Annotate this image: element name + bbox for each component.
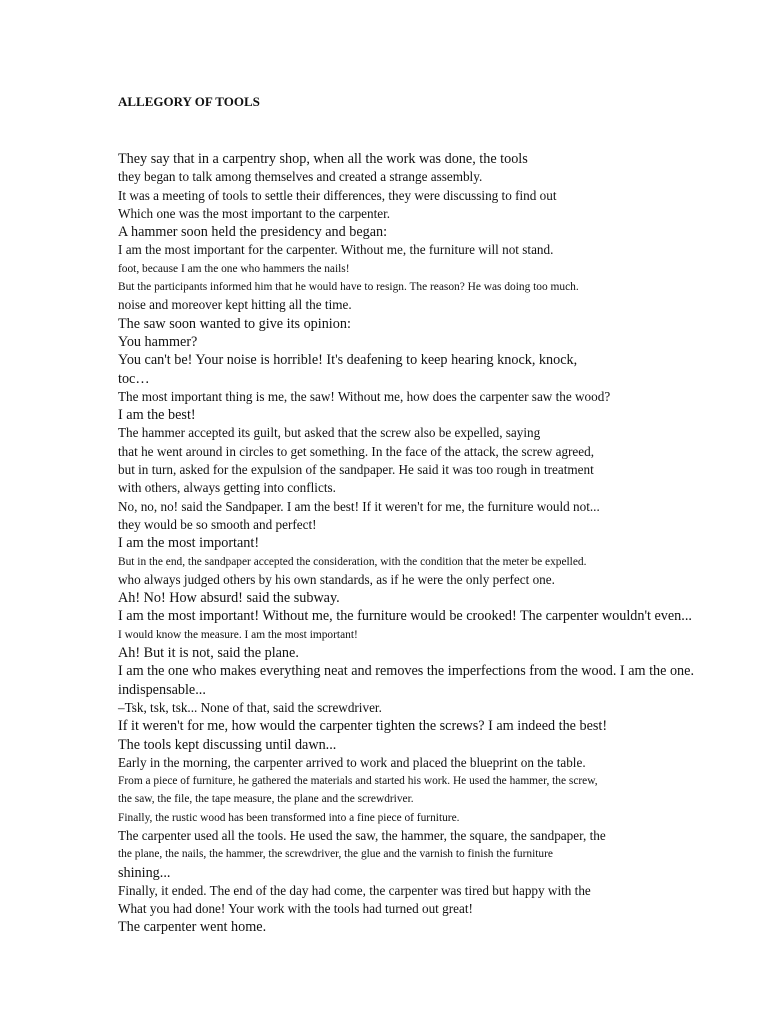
text-line: Finally, the rustic wood has been transformed into a fine piece of furniture. [118,811,460,824]
text-line: I am the one who makes everything neat and removes the imperfections from the wood. I am the one. [118,663,694,680]
text-line: that he went around in circles to get something. In the face of the attack, the screw agreed, [118,443,595,459]
text-line: But in the end, the sandpaper accepted the consideration, with the condition that the meter be expelled. [118,555,587,568]
text-line: They say that in a carpentry shop, when all the work was done, the tools [118,151,528,167]
text-line: I am the best! [118,407,196,424]
text-line: shining... [118,864,171,881]
text-line: The most important thing is me, the saw! Without me, how does the carpenter saw the wood? [118,388,611,404]
text-line: they would be so smooth and perfect! [118,516,317,532]
text-line: You can't be! Your noise is horrible! It's deafening to keep hearing knock, knock, [118,352,578,369]
text-line: indispensable... [118,681,206,698]
text-line: –Tsk, tsk, tsk... None of that, said the screwdriver. [118,699,382,715]
text-line: Finally, it ended. The end of the day had come, the carpenter was tired but happy with the [118,882,591,898]
text-line: A hammer soon held the presidency and began: [118,224,388,241]
text-line: Ah! No! How absurd! said the subway. [118,590,340,607]
text-line: The carpenter went home. [118,919,267,936]
text-line: You hammer? [118,333,198,350]
text-line: The hammer accepted its guilt, but asked that the screw also be expelled, saying [118,425,541,441]
text-line: noise and moreover kept hitting all the time. [118,297,352,313]
document-title: ALLEGORY OF TOOLS [118,94,260,109]
text-line: The tools kept discussing until dawn... [118,736,337,753]
text-line: But the participants informed him that he would have to resign. The reason? He was doing too much. [118,281,579,294]
text-line: the plane, the nails, the hammer, the screwdriver, the glue and the varnish to finish the furniture [118,848,553,861]
text-line: The saw soon wanted to give its opinion: [118,315,351,332]
text-line: I would know the measure. I am the most important! [118,628,358,641]
text-line: the saw, the file, the tape measure, the plane and the screwdriver. [118,793,414,806]
text-line: toc… [118,370,150,387]
text-line: What you had done! Your work with the tools had turned out great! [118,901,473,917]
text-line: No, no, no! said the Sandpaper. I am the best! If it weren't for me, the furniture would not... [118,498,600,514]
text-line: Ah! But it is not, said the plane. [118,645,299,662]
text-line: From a piece of furniture, he gathered the materials and started his work. He used the hammer, the screw, [118,775,598,788]
document-body [118,150,758,937]
text-line: If it weren't for me, how would the carpenter tighten the screws? I am indeed the best! [118,718,608,735]
text-line: who always judged others by his own standards, as if he were the only perfect one. [118,571,555,587]
text-line: but in turn, asked for the expulsion of the sandpaper. He said it was too rough in treatment [118,462,594,478]
text-line: Which one was the most important to the carpenter. [118,205,391,221]
text-line: The carpenter used all the tools. He used the saw, the hammer, the square, the sandpaper, the [118,827,606,843]
text-line: Early in the morning, the carpenter arrived to work and placed the blueprint on the table. [118,754,586,770]
text-line: they began to talk among themselves and created a strange assembly. [118,169,483,185]
text-line: I am the most important for the carpenter. Without me, the furniture will not stand. [118,242,554,258]
text-line: I am the most important! Without me, the furniture would be crooked! The carpenter wouldn't even... [118,608,692,625]
text-line: with others, always getting into conflicts. [118,480,336,496]
text-line: foot, because I am the one who hammers the nails! [118,262,350,275]
text-line: I am the most important! [118,535,260,552]
text-line: It was a meeting of tools to settle their differences, they were discussing to find out [118,187,557,203]
